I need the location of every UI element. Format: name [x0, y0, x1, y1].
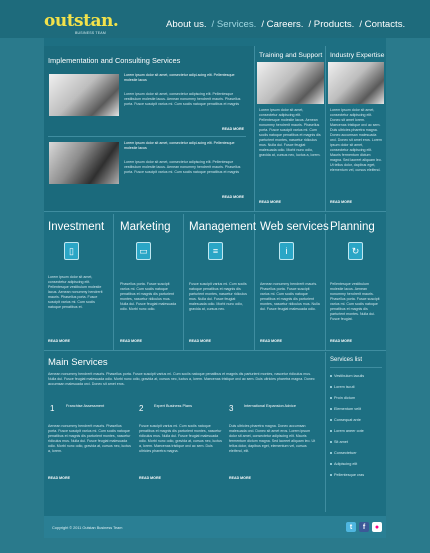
divider [183, 214, 184, 350]
copyright: Copyright © 2011 Outstan Business Team [52, 526, 123, 530]
step-body: Aenean nonummy hendrerit mauris. Phasellus porta. Fusce suscipit varius mi. Cum sociis natoque penatibus et magnis dis parturient montes, nascetur ridiculus mus. Nulla dui. Fusce feugiat malesuada odio. Morbi nunc odio, gravida at, cursus nec, luctus a, lorem. [48, 424, 131, 453]
read-more-link[interactable]: READ MORE [259, 200, 281, 204]
main-services-intro: Aenean nonummy hendrerit mauris. Phasellus porta. Fusce suscipit varius mi. Cum sociis natoque penatibus et magnis dis parturient montes, nascetur ridiculus mus. Nulla dui. Fusce feugiat malesuada odio. Morbi nunc odio, gravida at, cursus nec, luctus a, lorem. Maecenas tristique orci ac sem. Duis ultricies pharetra magna. Donec accumsan malesuada orci. Donec sit amet eros. [48, 372, 315, 386]
service-planning-title[interactable]: Planning [330, 221, 375, 233]
step-label: Expert Business Plans [154, 404, 192, 408]
services-list-item[interactable]: Consectetuer [334, 451, 357, 455]
divider [325, 352, 326, 512]
hero-photo-handshake [49, 142, 119, 184]
industry-body: Lorem ipsum dolor sit amet, consectetur adipiscing elit. Donec sit amet lorem. Maecenas tristique orci ac sem. Duis ultricies pharetra magna. Donec accumsan malesuada orci. Donec sit amet eros. Lorem ipsum dolor sit amet, consectetur adipiscing elit. Mauris fermentum dictum magna. Sed laoreet aliquam leo. Ut tellus dolor, dapibus eget, elementum vel, cursus eleifend. [330, 108, 382, 172]
step-number: 2 [139, 404, 144, 413]
divider [44, 350, 386, 351]
services-list-item[interactable]: Lorem aneer cote [334, 429, 364, 433]
service-web-services-body: Aenean nonummy hendrerit mauris. Phasellus porta. Fusce suscipit varius mi. Cum sociis natoque penatibus et magnis dis parturient montes, nascetur ridiculus mus. Nulla dui. Fusce feugiat malesuada odio. [260, 282, 320, 311]
services-list-item[interactable]: Sit amet [334, 440, 348, 444]
service-management-title[interactable]: Management [189, 221, 257, 233]
nav-services[interactable]: / Services. [211, 19, 257, 30]
hero-lead-2: Lorem ipsum dolor sit amet, consectetur adipi-scing elit. Pellentesque molestie lacus [124, 141, 235, 150]
nav-careers[interactable]: / Careers. [261, 19, 304, 30]
read-more-link[interactable]: READ MORE [139, 476, 161, 480]
training-support-title: Training and Support [259, 52, 323, 59]
services-list-item[interactable]: Consequat ante [334, 418, 361, 422]
service-planning-body: Pellentesque vestibulum molestie lacus. Aenean nonummy hendrerit mauris. Phasellus porta. Fusce suscipit varius mi. Cum sociis natoque penatibus et magnis dis parturient montes. Nulla dui. Fusce feugiat. [330, 282, 380, 321]
nav-products[interactable]: / Products. [308, 19, 355, 30]
read-more-link[interactable]: READ MORE [260, 339, 282, 343]
service-investment-body: Lorem ipsum dolor sit amet, consectetur adipiscing elit. Pellentesque vestibulum molestie lacus. Aenean nonummy hendrerit mauris. Phasellus porta. Fusce suscipit varius mi. Cum sociis natoque penatibus et. [48, 275, 103, 309]
flickr-icon[interactable]: ● [372, 522, 382, 532]
step-body: Fusce suscipit varius mi. Cum sociis natoque penatibus et magnis dis parturient montes, nascetur ridiculus mus. Nulla dui. Fusce feugiat malesuada odio. Morbi nunc odio, gravida at, cursus nec, luctus a, lorem. Maecenas tristique orci ac sem. Duis ultricies pharetra magna. [139, 424, 222, 453]
divider [113, 214, 114, 350]
step-number: 1 [50, 404, 55, 413]
divider [325, 46, 326, 211]
read-more-link[interactable]: READ MORE [222, 195, 244, 199]
divider [330, 367, 382, 368]
monitor-icon[interactable]: ▭ [136, 242, 151, 260]
read-more-link[interactable]: READ MORE [330, 339, 352, 343]
facebook-icon[interactable]: f [359, 522, 369, 532]
services-list-item[interactable]: Elementum velit [334, 407, 362, 411]
read-more-link[interactable]: READ MORE [222, 127, 244, 131]
divider [325, 214, 326, 350]
service-marketing-body: Phasellus porta. Fusce suscipit varius mi. Cum sociis natoque penatibus et magnis dis parturient montes, nascetur ridiculus mus. Nulla dui. Fusce feugiat malesuada odio. Morbi nunc odio. [120, 282, 177, 311]
document-icon[interactable]: ≡ [208, 242, 223, 260]
divider [254, 214, 255, 350]
services-list-item[interactable]: Pellentesque cras [334, 473, 365, 477]
divider [44, 211, 386, 212]
info-icon[interactable]: i [279, 242, 294, 260]
services-list-title: Services list [330, 357, 363, 363]
hero-body-2: Lorem ipsum dolor sit amet, consectetur adipiscing elit. Pellentesque vestibulum molestie lacus. Aenean nonummy hendrerit mauris. Phasellus porta. Fusce suscipit varius mi. Cum sociis natoque penatibus et magnis [124, 160, 241, 174]
step-label: Franchise Assessment [66, 404, 105, 408]
services-list-item[interactable]: Adipiscing elit [334, 462, 358, 466]
main-nav [166, 19, 410, 30]
hero-title: Implementation and Consulting Services [48, 56, 181, 65]
training-photo [257, 62, 324, 104]
services-list-item[interactable]: Proin dictum [334, 396, 356, 400]
main-services-title: Main Services [48, 357, 108, 368]
mouse-icon[interactable]: ▯ [64, 242, 79, 260]
read-more-link[interactable]: READ MORE [48, 339, 70, 343]
read-more-link[interactable]: READ MORE [189, 339, 211, 343]
read-more-link[interactable]: READ MORE [120, 339, 142, 343]
service-investment-title[interactable]: Investment [48, 221, 105, 233]
hero-body-1: Lorem ipsum dolor sit amet, consectetur adipiscing elit. Pellentesque vestibulum molestie lacus. Aenean nonummy hendrerit mauris. Phasellus porta. Fusce suscipit varius mi. Cum sociis natoque penatibus et magnis [124, 92, 241, 106]
services-list-item[interactable]: Lorem iscuti [334, 385, 355, 389]
divider [254, 46, 255, 211]
read-more-link[interactable]: READ MORE [48, 476, 70, 480]
step-body: Duis ultricies pharetra magna. Donec accumsan malesuada orci. Donec sit amet eros. Lorem ipsum dolor sit amet, consectetur adipiscing elit. Mauris fermentum dictum magna. Sed laoreet aliquam leo. Ut tellus dolor, dapibus eget, elementum vel, cursus eleifend, elit. [229, 424, 316, 453]
read-more-link[interactable]: READ MORE [229, 476, 251, 480]
logo[interactable]: outstan. [44, 11, 119, 31]
hero-photo-hands [49, 74, 119, 116]
read-more-link[interactable]: READ MORE [330, 200, 352, 204]
step-number: 3 [229, 404, 234, 413]
logo-tagline: BUSINESS TEAM [75, 31, 106, 35]
divider [48, 136, 246, 137]
nav-contacts[interactable]: / Contacts. [359, 19, 406, 30]
hero-lead-1: Lorem ipsum dolor sit amet, consectetur adipi-scing elit. Pellentesque molestie lacus [124, 73, 235, 82]
industry-expertise-title: Industry Expertise [330, 52, 385, 59]
training-body: Lorem ipsum dolor sit amet, consectetur adipiscing elit. Pellentesque molestie lacus. Aenean nonummy hendrerit mauris. Phasellus porta. Fusce suscipit varius mi. Cum sociis natoque penatibus et magnis dis parturient montes, nascetur ridiculus mus. Nulla dui. Fusce feugiat malesuada odio. Morbi nunc odio, gravida at, cursus nec, luctus a, lorem. [259, 108, 321, 157]
twitter-icon[interactable]: t [346, 522, 356, 532]
step-label: International Expansion Advice [244, 404, 296, 408]
service-management-body: Fusce suscipit varius mi. Cum sociis natoque penatibus et magnis dis parturient montes, nascetur ridiculus mus. Nulla dui. Fusce feugiat malesuada odio. Morbi nunc odio, gravida at, cursus nec. [189, 282, 247, 311]
refresh-icon[interactable]: ↻ [348, 242, 363, 260]
nav-about-us[interactable]: About us. [166, 19, 207, 30]
service-marketing-title[interactable]: Marketing [120, 221, 171, 233]
services-list-item[interactable]: Vestibulum iaculis [334, 374, 365, 378]
service-web-services-title[interactable]: Web services [260, 221, 329, 233]
industry-photo [328, 62, 384, 104]
